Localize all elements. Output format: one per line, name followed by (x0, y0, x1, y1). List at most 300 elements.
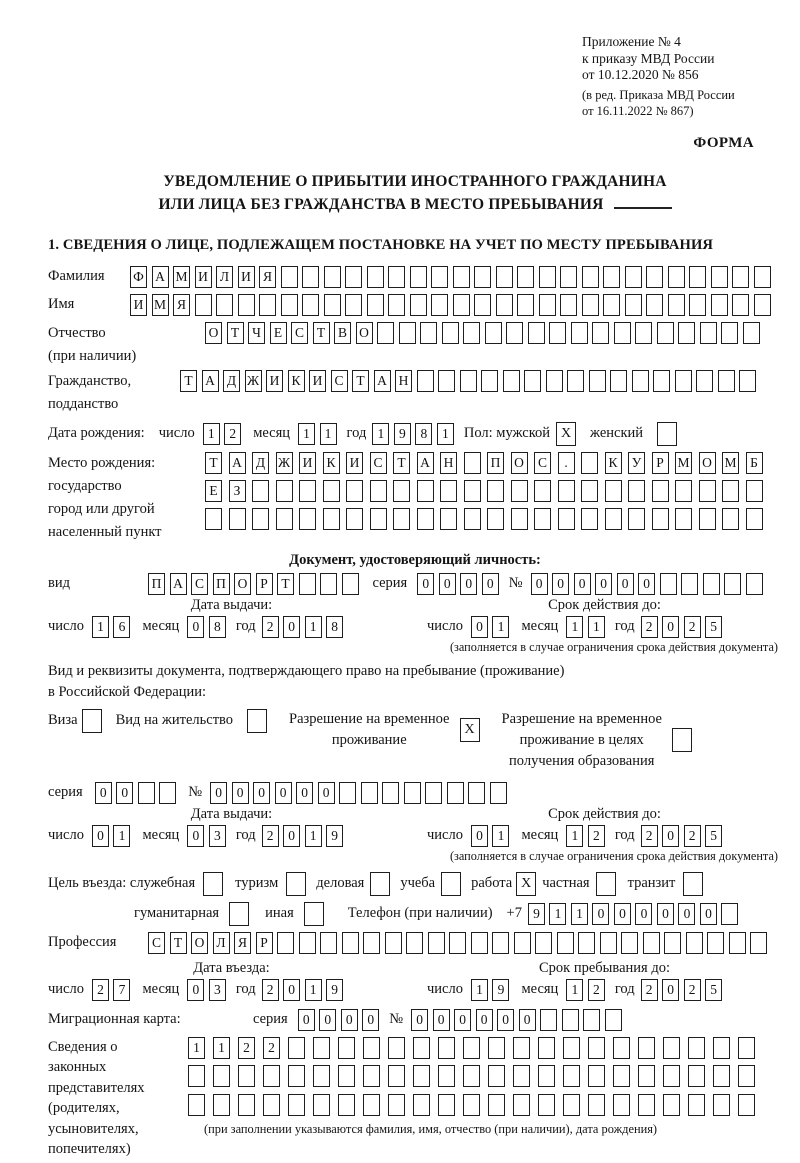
form-cell[interactable] (638, 1065, 655, 1087)
form-cell[interactable]: И (195, 266, 212, 288)
checkbox-business[interactable] (370, 872, 390, 896)
form-cell[interactable] (582, 294, 599, 316)
form-cell[interactable] (588, 1065, 605, 1087)
form-cell[interactable] (746, 480, 763, 502)
form-cell[interactable] (657, 322, 674, 344)
form-cell[interactable]: 0 (662, 979, 679, 1001)
form-cell[interactable]: 0 (319, 1009, 336, 1031)
form-cell[interactable]: С (291, 322, 308, 344)
form-cell[interactable] (388, 1037, 405, 1059)
form-cell[interactable]: 1 (492, 616, 509, 638)
checkbox-cell[interactable] (596, 872, 616, 896)
form-cell[interactable]: 0 (187, 825, 204, 847)
form-cell[interactable]: О (234, 573, 251, 595)
form-cell[interactable]: К (605, 452, 622, 474)
form-cell[interactable]: 1 (437, 423, 454, 445)
migration-series-cells[interactable] (298, 1009, 380, 1031)
form-cell[interactable]: 0 (700, 903, 717, 925)
citizenship-cells[interactable] (180, 370, 756, 392)
form-cell[interactable]: 0 (471, 825, 488, 847)
form-cell[interactable]: 0 (298, 1009, 315, 1031)
form-cell[interactable]: 1 (588, 616, 605, 638)
form-cell[interactable] (406, 932, 423, 954)
form-cell[interactable] (463, 1094, 480, 1116)
birthdate-month-cells[interactable] (298, 423, 337, 445)
doc-issue-month[interactable] (187, 616, 226, 638)
form-cell[interactable] (605, 480, 622, 502)
checkbox-cell[interactable] (672, 728, 692, 752)
form-cell[interactable] (276, 480, 293, 502)
form-cell[interactable] (539, 294, 556, 316)
form-cell[interactable]: 1 (305, 979, 322, 1001)
form-cell[interactable]: 0 (95, 782, 112, 804)
representatives-cells-row3[interactable] (188, 1094, 782, 1116)
form-cell[interactable]: 0 (454, 1009, 471, 1031)
form-cell[interactable]: И (299, 452, 316, 474)
form-cell[interactable]: 2 (588, 825, 605, 847)
form-cell[interactable] (388, 266, 405, 288)
form-cell[interactable] (345, 266, 362, 288)
form-cell[interactable] (539, 266, 556, 288)
form-cell[interactable] (646, 294, 663, 316)
form-cell[interactable] (281, 266, 298, 288)
form-cell[interactable]: Т (352, 370, 369, 392)
checkbox-cell[interactable] (370, 872, 390, 896)
form-cell[interactable]: С (191, 573, 208, 595)
form-cell[interactable]: Т (180, 370, 197, 392)
form-cell[interactable] (613, 1094, 630, 1116)
form-cell[interactable] (393, 480, 410, 502)
permit-valid-year[interactable] (641, 825, 723, 847)
form-cell[interactable]: 0 (497, 1009, 514, 1031)
form-cell[interactable]: 0 (635, 903, 652, 925)
form-cell[interactable] (635, 322, 652, 344)
birthdate-day-cells[interactable] (203, 423, 242, 445)
form-cell[interactable]: 0 (678, 903, 695, 925)
form-cell[interactable] (474, 294, 491, 316)
stay-day[interactable] (471, 979, 510, 1001)
form-cell[interactable] (663, 1094, 680, 1116)
form-cell[interactable]: 1 (213, 1037, 230, 1059)
form-cell[interactable] (643, 932, 660, 954)
form-cell[interactable]: 1 (571, 903, 588, 925)
form-cell[interactable]: 2 (262, 979, 279, 1001)
form-cell[interactable] (417, 480, 434, 502)
form-cell[interactable] (263, 1094, 280, 1116)
form-cell[interactable] (313, 1037, 330, 1059)
form-cell[interactable]: 0 (362, 1009, 379, 1031)
form-cell[interactable] (238, 1065, 255, 1087)
form-cell[interactable] (746, 508, 763, 530)
permit-issue-month[interactable] (187, 825, 226, 847)
form-cell[interactable] (299, 508, 316, 530)
form-cell[interactable] (750, 932, 767, 954)
form-cell[interactable] (288, 1065, 305, 1087)
form-cell[interactable] (528, 322, 545, 344)
form-cell[interactable]: 0 (283, 616, 300, 638)
form-cell[interactable] (563, 1037, 580, 1059)
form-cell[interactable] (549, 322, 566, 344)
form-cell[interactable]: 9 (394, 423, 411, 445)
form-cell[interactable] (571, 322, 588, 344)
form-cell[interactable] (468, 782, 485, 804)
form-cell[interactable]: М (675, 452, 692, 474)
form-cell[interactable] (738, 1065, 755, 1087)
form-cell[interactable] (442, 322, 459, 344)
form-cell[interactable]: 2 (641, 616, 658, 638)
form-cell[interactable] (195, 294, 212, 316)
form-cell[interactable]: П (213, 573, 230, 595)
form-cell[interactable] (281, 294, 298, 316)
form-cell[interactable]: 0 (116, 782, 133, 804)
form-cell[interactable]: А (152, 266, 169, 288)
form-cell[interactable] (388, 1065, 405, 1087)
form-cell[interactable] (592, 322, 609, 344)
form-cell[interactable] (464, 508, 481, 530)
form-cell[interactable] (560, 266, 577, 288)
form-cell[interactable]: 1 (92, 616, 109, 638)
checkbox-humanitarian[interactable] (229, 902, 249, 926)
form-cell[interactable]: Т (277, 573, 294, 595)
form-cell[interactable] (754, 266, 771, 288)
form-cell[interactable] (589, 370, 606, 392)
form-cell[interactable] (517, 266, 534, 288)
checkbox-tourism[interactable] (286, 872, 306, 896)
form-cell[interactable]: 1 (566, 616, 583, 638)
form-cell[interactable] (460, 370, 477, 392)
form-cell[interactable] (678, 322, 695, 344)
form-cell[interactable] (363, 1065, 380, 1087)
form-cell[interactable]: 0 (471, 616, 488, 638)
form-cell[interactable] (603, 266, 620, 288)
form-cell[interactable]: 5 (705, 979, 722, 1001)
form-cell[interactable] (377, 322, 394, 344)
form-cell[interactable]: С (148, 932, 165, 954)
form-cell[interactable] (492, 932, 509, 954)
form-cell[interactable] (700, 322, 717, 344)
form-cell[interactable]: О (699, 452, 716, 474)
form-cell[interactable] (488, 1065, 505, 1087)
form-cell[interactable] (738, 1094, 755, 1116)
form-cell[interactable]: 1 (298, 423, 315, 445)
checkbox-cell[interactable] (247, 709, 267, 733)
form-cell[interactable] (675, 480, 692, 502)
form-cell[interactable]: Ж (245, 370, 262, 392)
form-cell[interactable] (342, 932, 359, 954)
form-cell[interactable] (367, 266, 384, 288)
form-cell[interactable] (699, 508, 716, 530)
form-cell[interactable] (496, 294, 513, 316)
form-cell[interactable] (638, 1037, 655, 1059)
form-cell[interactable]: Е (205, 480, 222, 502)
form-cell[interactable]: М (152, 294, 169, 316)
form-cell[interactable] (213, 1094, 230, 1116)
form-cell[interactable] (159, 782, 176, 804)
checkbox-study[interactable] (441, 872, 461, 896)
form-cell[interactable] (621, 932, 638, 954)
checkbox-cell[interactable] (286, 872, 306, 896)
form-cell[interactable] (563, 1065, 580, 1087)
form-cell[interactable]: Д (252, 452, 269, 474)
form-cell[interactable] (339, 782, 356, 804)
form-cell[interactable]: Т (170, 932, 187, 954)
form-cell[interactable] (696, 370, 713, 392)
form-cell[interactable] (363, 1094, 380, 1116)
form-cell[interactable] (724, 573, 741, 595)
permit-number-cells[interactable] (210, 782, 507, 804)
doc-valid-day[interactable] (471, 616, 510, 638)
form-cell[interactable]: 2 (262, 616, 279, 638)
form-cell[interactable] (660, 573, 677, 595)
birthplace-cells-row1[interactable] (205, 452, 763, 474)
form-cell[interactable]: О (205, 322, 222, 344)
form-cell[interactable] (490, 782, 507, 804)
form-cell[interactable] (238, 1094, 255, 1116)
form-cell[interactable] (361, 782, 378, 804)
form-cell[interactable]: Н (440, 452, 457, 474)
form-cell[interactable] (628, 480, 645, 502)
form-cell[interactable] (485, 322, 502, 344)
form-cell[interactable]: 2 (262, 825, 279, 847)
form-cell[interactable] (388, 1094, 405, 1116)
form-cell[interactable]: 1 (492, 825, 509, 847)
form-cell[interactable]: 2 (641, 979, 658, 1001)
checkbox-cell[interactable] (441, 872, 461, 896)
form-cell[interactable] (276, 508, 293, 530)
form-cell[interactable]: 0 (574, 573, 591, 595)
form-cell[interactable] (535, 932, 552, 954)
form-cell[interactable] (425, 782, 442, 804)
form-cell[interactable] (732, 294, 749, 316)
form-cell[interactable]: Ж (276, 452, 293, 474)
form-cell[interactable] (382, 782, 399, 804)
form-cell[interactable] (323, 508, 340, 530)
form-cell[interactable] (738, 1037, 755, 1059)
form-cell[interactable]: 2 (92, 979, 109, 1001)
doc-valid-year[interactable] (641, 616, 723, 638)
stay-month[interactable] (566, 979, 605, 1001)
form-cell[interactable] (664, 932, 681, 954)
form-cell[interactable] (345, 294, 362, 316)
checkbox-work[interactable] (516, 872, 536, 896)
form-cell[interactable] (538, 1094, 555, 1116)
form-cell[interactable] (488, 1094, 505, 1116)
checkbox-private[interactable] (596, 872, 616, 896)
stay-year[interactable] (641, 979, 723, 1001)
form-cell[interactable]: 0 (187, 979, 204, 1001)
checkbox-service[interactable] (203, 872, 223, 896)
form-cell[interactable]: А (202, 370, 219, 392)
profession-cells[interactable] (148, 932, 767, 954)
form-cell[interactable] (205, 508, 222, 530)
form-cell[interactable] (628, 508, 645, 530)
form-cell[interactable] (229, 508, 246, 530)
form-cell[interactable] (699, 480, 716, 502)
form-cell[interactable] (393, 508, 410, 530)
form-cell[interactable] (447, 782, 464, 804)
form-cell[interactable] (263, 1065, 280, 1087)
form-cell[interactable] (652, 480, 669, 502)
form-cell[interactable]: И (346, 452, 363, 474)
form-cell[interactable] (600, 932, 617, 954)
form-cell[interactable] (743, 322, 760, 344)
form-cell[interactable]: М (722, 452, 739, 474)
form-cell[interactable]: У (628, 452, 645, 474)
form-cell[interactable]: 5 (705, 616, 722, 638)
form-cell[interactable]: И (238, 266, 255, 288)
form-cell[interactable]: 0 (460, 573, 477, 595)
form-cell[interactable]: 0 (433, 1009, 450, 1031)
form-cell[interactable] (688, 1065, 705, 1087)
form-cell[interactable] (487, 480, 504, 502)
form-cell[interactable]: О (191, 932, 208, 954)
form-cell[interactable]: 9 (326, 825, 343, 847)
form-cell[interactable] (610, 370, 627, 392)
form-cell[interactable]: К (288, 370, 305, 392)
form-cell[interactable]: 1 (372, 423, 389, 445)
form-cell[interactable]: П (148, 573, 165, 595)
form-cell[interactable]: 8 (326, 616, 343, 638)
form-cell[interactable] (540, 1009, 557, 1031)
form-cell[interactable]: 5 (705, 825, 722, 847)
form-cell[interactable]: С (534, 452, 551, 474)
form-cell[interactable] (663, 1037, 680, 1059)
phone-cells[interactable] (528, 903, 739, 925)
form-cell[interactable] (363, 1037, 380, 1059)
form-cell[interactable] (581, 508, 598, 530)
form-cell[interactable]: П (487, 452, 504, 474)
form-cell[interactable]: 0 (296, 782, 313, 804)
form-cell[interactable]: 1 (113, 825, 130, 847)
form-cell[interactable]: Т (393, 452, 410, 474)
checkbox-rvp[interactable] (460, 718, 480, 742)
form-cell[interactable]: 1 (188, 1037, 205, 1059)
form-cell[interactable]: 2 (684, 825, 701, 847)
doc-valid-month[interactable] (566, 616, 605, 638)
form-cell[interactable]: 0 (417, 573, 434, 595)
checkbox-residence-permit[interactable] (247, 709, 267, 733)
form-cell[interactable] (259, 294, 276, 316)
form-cell[interactable] (363, 932, 380, 954)
name-cells[interactable] (130, 294, 771, 316)
checkbox-transit[interactable] (683, 872, 703, 896)
form-cell[interactable] (313, 1094, 330, 1116)
form-cell[interactable]: 0 (92, 825, 109, 847)
form-cell[interactable] (438, 1037, 455, 1059)
form-cell[interactable] (463, 322, 480, 344)
form-cell[interactable]: 0 (531, 573, 548, 595)
form-cell[interactable] (513, 1094, 530, 1116)
form-cell[interactable] (557, 932, 574, 954)
form-cell[interactable] (721, 322, 738, 344)
form-cell[interactable] (288, 1094, 305, 1116)
checkbox-cell[interactable] (82, 709, 102, 733)
doc-type-cells[interactable] (148, 573, 359, 595)
form-cell[interactable]: И (266, 370, 283, 392)
form-cell[interactable] (558, 480, 575, 502)
surname-cells[interactable] (130, 266, 771, 288)
form-cell[interactable] (463, 1037, 480, 1059)
form-cell[interactable]: О (511, 452, 528, 474)
form-cell[interactable]: 8 (209, 616, 226, 638)
form-cell[interactable] (428, 932, 445, 954)
doc-series-cells[interactable] (417, 573, 499, 595)
form-cell[interactable]: 9 (492, 979, 509, 1001)
form-cell[interactable] (632, 370, 649, 392)
form-cell[interactable]: Л (213, 932, 230, 954)
form-cell[interactable]: 0 (595, 573, 612, 595)
form-cell[interactable] (638, 1094, 655, 1116)
form-cell[interactable] (417, 370, 434, 392)
form-cell[interactable] (481, 370, 498, 392)
form-cell[interactable] (277, 932, 294, 954)
form-cell[interactable] (675, 508, 692, 530)
form-cell[interactable]: 0 (253, 782, 270, 804)
birthplace-cells-row3[interactable] (205, 508, 763, 530)
entry-month[interactable] (187, 979, 226, 1001)
form-cell[interactable] (299, 480, 316, 502)
form-cell[interactable]: 0 (275, 782, 292, 804)
form-cell[interactable] (302, 294, 319, 316)
form-cell[interactable] (729, 932, 746, 954)
form-cell[interactable]: 2 (588, 979, 605, 1001)
form-cell[interactable] (410, 294, 427, 316)
form-cell[interactable] (625, 294, 642, 316)
form-cell[interactable]: 8 (415, 423, 432, 445)
form-cell[interactable] (707, 932, 724, 954)
form-cell[interactable] (323, 480, 340, 502)
form-cell[interactable] (216, 294, 233, 316)
form-cell[interactable]: 2 (641, 825, 658, 847)
form-cell[interactable] (546, 370, 563, 392)
form-cell[interactable] (503, 370, 520, 392)
form-cell[interactable] (420, 322, 437, 344)
form-cell[interactable] (563, 1094, 580, 1116)
form-cell[interactable] (703, 573, 720, 595)
form-cell[interactable] (681, 573, 698, 595)
form-cell[interactable] (431, 266, 448, 288)
form-cell[interactable] (338, 1065, 355, 1087)
form-cell[interactable] (663, 1065, 680, 1087)
form-cell[interactable] (413, 1094, 430, 1116)
checkbox-cell[interactable]: X (460, 718, 480, 742)
form-cell[interactable] (252, 508, 269, 530)
form-cell[interactable]: 7 (113, 979, 130, 1001)
migration-number-cells[interactable] (411, 1009, 622, 1031)
checkbox-cell[interactable] (229, 902, 249, 926)
checkbox-other[interactable] (304, 902, 324, 926)
form-cell[interactable]: 0 (482, 573, 499, 595)
checkbox-cell[interactable]: X (556, 422, 576, 446)
form-cell[interactable]: С (370, 452, 387, 474)
form-cell[interactable]: 0 (411, 1009, 428, 1031)
form-cell[interactable]: 1 (320, 423, 337, 445)
form-cell[interactable]: 9 (326, 979, 343, 1001)
form-cell[interactable]: Т (205, 452, 222, 474)
form-cell[interactable] (567, 370, 584, 392)
form-cell[interactable] (324, 266, 341, 288)
form-cell[interactable]: . (558, 452, 575, 474)
form-cell[interactable]: В (334, 322, 351, 344)
form-cell[interactable]: Н (395, 370, 412, 392)
form-cell[interactable] (588, 1037, 605, 1059)
form-cell[interactable] (605, 508, 622, 530)
form-cell[interactable] (560, 294, 577, 316)
permit-valid-month[interactable] (566, 825, 605, 847)
form-cell[interactable]: Л (216, 266, 233, 288)
form-cell[interactable] (463, 1065, 480, 1087)
form-cell[interactable] (496, 266, 513, 288)
